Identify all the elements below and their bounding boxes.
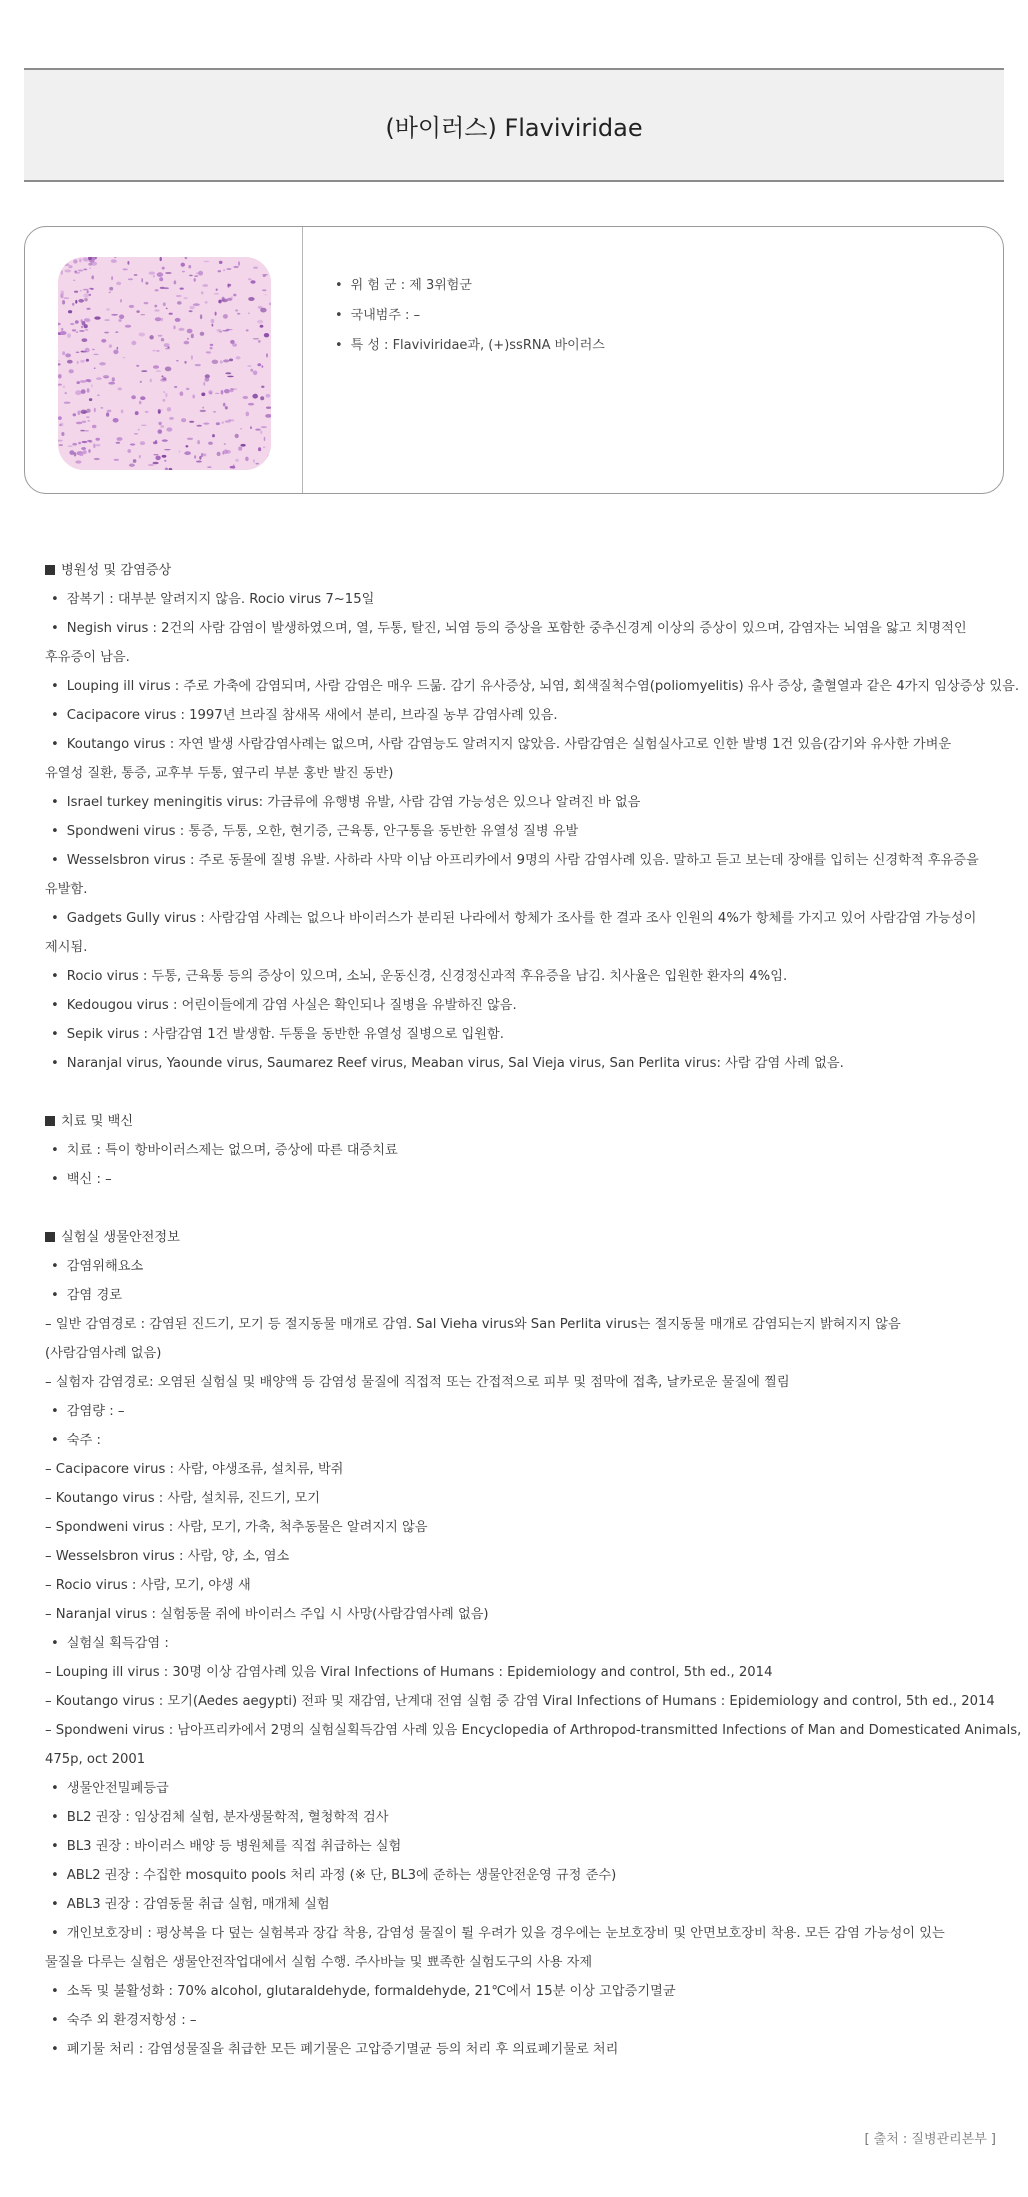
bullet-line (45, 788, 1015, 817)
bullet-dot: • (51, 1897, 59, 1912)
bullet-line (45, 585, 1015, 614)
info-sep: : (379, 338, 393, 353)
info-item-domestic-category (335, 301, 605, 331)
bullet-line (45, 1774, 1015, 1803)
bullet-dot: • (51, 592, 59, 607)
content (45, 556, 1022, 2064)
bullet-line (45, 1803, 1015, 1832)
info-sep: : (400, 308, 414, 323)
source-credit: [ 출처 : 질병관리본부 ] (864, 2132, 996, 2147)
bullet-dot: • (335, 308, 343, 323)
bullet-dot: • (51, 795, 59, 810)
line-text: – Cacipacore virus : 사람, 야생조류, 설치류, 박쥐 (45, 1462, 344, 1477)
bullet-line (45, 1049, 1015, 1078)
info-card (24, 226, 1004, 494)
line-text: Israel turkey meningitis virus: 가금류에 유행병 유발, 사람 감염 가능성은 있으나 알려진 바 없음 (66, 795, 641, 810)
text-line (45, 1571, 1015, 1600)
line-text: 잠복기 : 대부분 알려지지 않음. Rocio virus 7~15일 (66, 592, 375, 607)
line-text: ABL2 권장 : 수집한 mosquito pools 처리 과정 (※ 단, BL3에 준하는 생물안전운영 규정 준수) (66, 1868, 617, 1883)
line-text: 폐기물 처리 : 감염성물질을 취급한 모든 폐기물은 고압증기멸균 등의 처리 후 의료폐기물로 처리 (66, 2042, 619, 2057)
line-text: 실험실 획득감염 : (66, 1636, 169, 1651)
bullet-line (45, 846, 1015, 875)
line-text: Kedougou virus : 어린이들에게 감염 사실은 확인되나 질병을 유발하진 않음. (66, 998, 517, 1013)
bullet-dot: • (51, 1172, 59, 1187)
line-text: 치료 : 특이 항바이러스제는 없으며, 증상에 따른 대증치료 (66, 1143, 398, 1158)
text-line (45, 759, 1015, 788)
text-line (45, 1745, 1015, 1774)
line-text: 감염 경로 (66, 1288, 122, 1303)
line-text: – 실험자 감염경로: 오염된 실험실 및 배양액 등 감염성 물질에 직접적 또는 간접적으로 피부 및 점막에 접촉, 날카로운 물질에 찔림 (45, 1375, 790, 1390)
line-text: Naranjal virus, Yaounde virus, Saumarez Reef virus, Meaban virus, Sal Vieja virus, San Perlita virus: 사람 감염 사례 없음. (66, 1056, 844, 1071)
bullet-dot: • (51, 1143, 59, 1158)
text-line (45, 1310, 1015, 1339)
bullet-dot: • (51, 1839, 59, 1854)
section-heading-treatment: 치료 및 백신 (45, 1107, 1015, 1136)
bullet-dot: • (51, 2042, 59, 2057)
line-text: 후유증이 남음. (45, 650, 130, 665)
bullet-dot: • (335, 278, 343, 293)
bullet-dot: • (51, 1984, 59, 1999)
bullet-line (45, 1977, 1015, 2006)
line-text: – Koutango virus : 사람, 설치류, 진드기, 모기 (45, 1491, 320, 1506)
line-text: 생물안전밀폐등급 (66, 1781, 169, 1796)
line-text: – Spondweni virus : 사람, 모기, 가축, 척추동물은 알려지지 않음 (45, 1520, 428, 1535)
line-text: 유열성 질환, 통증, 교후부 두통, 옆구리 부분 홍반 발진 동반) (45, 766, 394, 781)
line-text: 제시됨. (45, 940, 88, 955)
bullet-dot: • (51, 621, 59, 636)
bullet-line (45, 2006, 1015, 2035)
line-text: – Koutango virus : 모기(Aedes aegypti) 전파 및 재감염, 난계대 전염 실험 중 감염 Viral Infections of Humans : Epidemiology and control, 5th ed., 2014 (45, 1694, 995, 1709)
bullet-dot: • (51, 737, 59, 752)
bullet-line (45, 1832, 1015, 1861)
micrograph-graphic (58, 257, 271, 470)
title-bar (24, 68, 1004, 182)
info-label: 위 험 군 (350, 278, 397, 293)
line-text: Negish virus : 2건의 사람 감염이 발생하였으며, 열, 두통, 탈진, 뇌염 등의 증상을 포함한 중추신경계 이상의 증상이 있으며, 감염자는 뇌염을 앓고 치명적인 (66, 621, 967, 636)
bullet-line (45, 1919, 1015, 1948)
bullet-dot: • (51, 1027, 59, 1042)
bullet-dot: • (51, 1259, 59, 1274)
text-line (45, 1455, 1015, 1484)
line-text: – Spondweni virus : 남아프리카에서 2명의 실험실획득감염 사례 있음 Encyclopedia of Arthropod-transmitted Infections of Man and Domesticated Animals, (45, 1723, 1022, 1738)
section-heading-pathogenicity: 병원성 및 감염증상 (45, 556, 1015, 585)
text-line (45, 643, 1015, 672)
bullet-line (45, 730, 1015, 759)
bullet-dot: • (51, 1288, 59, 1303)
square-bullet-icon (45, 1232, 55, 1242)
line-text: 백신 : – (66, 1172, 112, 1187)
bullet-dot: • (51, 853, 59, 868)
square-bullet-icon (45, 1116, 55, 1126)
bullet-line (45, 2035, 1015, 2064)
bullet-line (45, 1281, 1015, 1310)
bullet-dot: • (51, 1781, 59, 1796)
bullet-dot: • (335, 338, 343, 353)
bullet-dot: • (51, 2013, 59, 2028)
bullet-dot: • (51, 679, 59, 694)
text-line (45, 1948, 1015, 1977)
info-list (335, 271, 605, 361)
line-text: 개인보호장비 : 평상복을 다 덮는 실험복과 장갑 착용, 감염성 물질이 튈 우려가 있을 경우에는 눈보호장비 및 안면보호장비 착용. 모든 감염 가능성이 있는 (66, 1926, 945, 1941)
line-text: 숙주 외 환경저항성 : – (66, 2013, 197, 2028)
line-text: Gadgets Gully virus : 사람감염 사례는 없으나 바이러스가 분리된 나라에서 항체가 조사를 한 결과 조사 인원의 4%가 항체를 가지고 있어 사람감염 가능성이 (66, 911, 977, 926)
line-text: Spondweni virus : 통증, 두통, 오한, 현기증, 근육통, 안구통을 동반한 유열성 질병 유발 (66, 824, 579, 839)
bullet-line (45, 701, 1015, 730)
bullet-line (45, 1165, 1015, 1194)
bullet-line (45, 672, 1020, 701)
line-text: – Wesselsbron virus : 사람, 양, 소, 염소 (45, 1549, 290, 1564)
bullet-dot: • (51, 708, 59, 723)
line-text: (사람감염사례 없음) (45, 1346, 162, 1361)
bullet-dot: • (51, 1926, 59, 1941)
bullet-line (45, 817, 1015, 846)
bullet-line (45, 1397, 1015, 1426)
info-item-characteristics (335, 331, 605, 361)
line-text: – Rocio virus : 사람, 모기, 야생 새 (45, 1578, 251, 1593)
bullet-line (45, 962, 1015, 991)
bullet-line (45, 1136, 1015, 1165)
text-line (45, 1716, 1022, 1745)
info-value: – (413, 308, 421, 323)
line-text: BL2 권장 : 임상검체 실험, 분자생물학적, 혈청학적 검사 (66, 1810, 389, 1825)
bullet-line (45, 1020, 1015, 1049)
bullet-dot: • (51, 824, 59, 839)
section-pathogenicity (45, 585, 1020, 1078)
square-bullet-icon (45, 565, 55, 575)
card-divider (302, 227, 303, 493)
page-title: (바이러스) Flaviviridae (385, 113, 643, 142)
line-text: 감염위해요소 (66, 1259, 144, 1274)
bullet-dot: • (51, 1433, 59, 1448)
info-label: 특 성 (350, 338, 380, 353)
line-text: 유발함. (45, 882, 88, 897)
line-text: 475p, oct 2001 (45, 1752, 146, 1767)
bullet-line (45, 991, 1015, 1020)
line-text: 숙주 : (66, 1433, 101, 1448)
bullet-line (45, 1861, 1015, 1890)
line-text: BL3 권장 : 바이러스 배양 등 병원체를 직접 취급하는 실험 (66, 1839, 402, 1854)
line-text: ABL3 권장 : 감염동물 취급 실험, 매개체 실험 (66, 1897, 330, 1912)
bullet-line (45, 1890, 1015, 1919)
line-text: – 일반 감염경로 : 감염된 진드기, 모기 등 절지동물 매개로 감염. Sal Vieha virus와 San Perlita virus는 절지동물 매개로 감염되는지 밝혀지지 않음 (45, 1317, 901, 1332)
text-line (45, 1484, 1015, 1513)
text-line (45, 1658, 1015, 1687)
bullet-line (45, 1426, 1015, 1455)
bullet-dot: • (51, 1810, 59, 1825)
info-label: 국내범주 (350, 308, 401, 323)
bullet-line (45, 1629, 1015, 1658)
section-treatment (45, 1136, 1015, 1194)
info-value: Flaviviridae과, (+)ssRNA 바이러스 (392, 338, 605, 353)
bullet-line (45, 614, 1015, 643)
line-text: – Louping ill virus : 30명 이상 감염사례 있음 Viral Infections of Humans : Epidemiology and control, 5th ed., 2014 (45, 1665, 773, 1680)
text-line (45, 1542, 1015, 1571)
bullet-dot: • (51, 998, 59, 1013)
line-text: Rocio virus : 두통, 근육통 등의 증상이 있으며, 소뇌, 운동신경, 신경정신과적 후유증을 남김. 치사율은 입원한 환자의 4%임. (66, 969, 788, 984)
text-line (45, 1339, 1015, 1368)
bullet-dot: • (51, 1056, 59, 1071)
info-item-risk-group (335, 271, 605, 301)
text-line (45, 933, 1015, 962)
bullet-dot: • (51, 911, 59, 926)
line-text: Sepik virus : 사람감염 1건 발생함. 두통을 동반한 유열성 질병으로 입원함. (66, 1027, 504, 1042)
text-line (45, 1600, 1015, 1629)
info-sep: : (396, 278, 410, 293)
line-text: Cacipacore virus : 1997년 브라질 참새목 새에서 분리, 브라질 농부 감염사례 있음. (66, 708, 558, 723)
bullet-dot: • (51, 1868, 59, 1883)
text-line (45, 875, 1015, 904)
line-text: – Naranjal virus : 실험동물 쥐에 바이러스 주입 시 사망(사람감염사례 없음) (45, 1607, 489, 1622)
line-text: Louping ill virus : 주로 가축에 감염되며, 사람 감염은 매우 드묾. 감기 유사증상, 뇌염, 회색질척수염(poliomyelitis) 유사 증상, 출혈열과 같은 4가지 임상증상 있음. (66, 679, 1020, 694)
bullet-dot: • (51, 969, 59, 984)
text-line (45, 1513, 1015, 1542)
section-biosafety (45, 1252, 1022, 2064)
line-text: 소독 및 불활성화 : 70% alcohol, glutaraldehyde, formaldehyde, 21℃에서 15분 이상 고압증기멸균 (66, 1984, 676, 1999)
line-text: 물질을 다루는 실험은 생물안전작업대에서 실험 수행. 주사바늘 및 뾰족한 실험도구의 사용 자제 (45, 1955, 593, 1970)
bullet-line (45, 904, 1015, 933)
virus-micrograph-image (58, 257, 271, 470)
text-line (45, 1368, 1015, 1397)
section-heading-biosafety: 실험실 생물안전정보 (45, 1223, 1015, 1252)
info-value: 제 3위험군 (409, 278, 472, 293)
line-text: Koutango virus : 자연 발생 사람감염사례는 없으며, 사람 감염능도 알려지지 않았음. 사람감염은 실험실사고로 인한 발병 1건 있음(감기와 유사한 가벼운 (66, 737, 952, 752)
line-text: Wesselsbron virus : 주로 동물에 질병 유발. 사하라 사막 이남 아프리카에서 9명의 사람 감염사례 있음. 말하고 듣고 보는데 장애를 입히는 신경학적 후유증을 (66, 853, 979, 868)
bullet-dot: • (51, 1404, 59, 1419)
bullet-line (45, 1252, 1015, 1281)
text-line (45, 1687, 1015, 1716)
bullet-dot: • (51, 1636, 59, 1651)
line-text: 감염량 : – (66, 1404, 125, 1419)
